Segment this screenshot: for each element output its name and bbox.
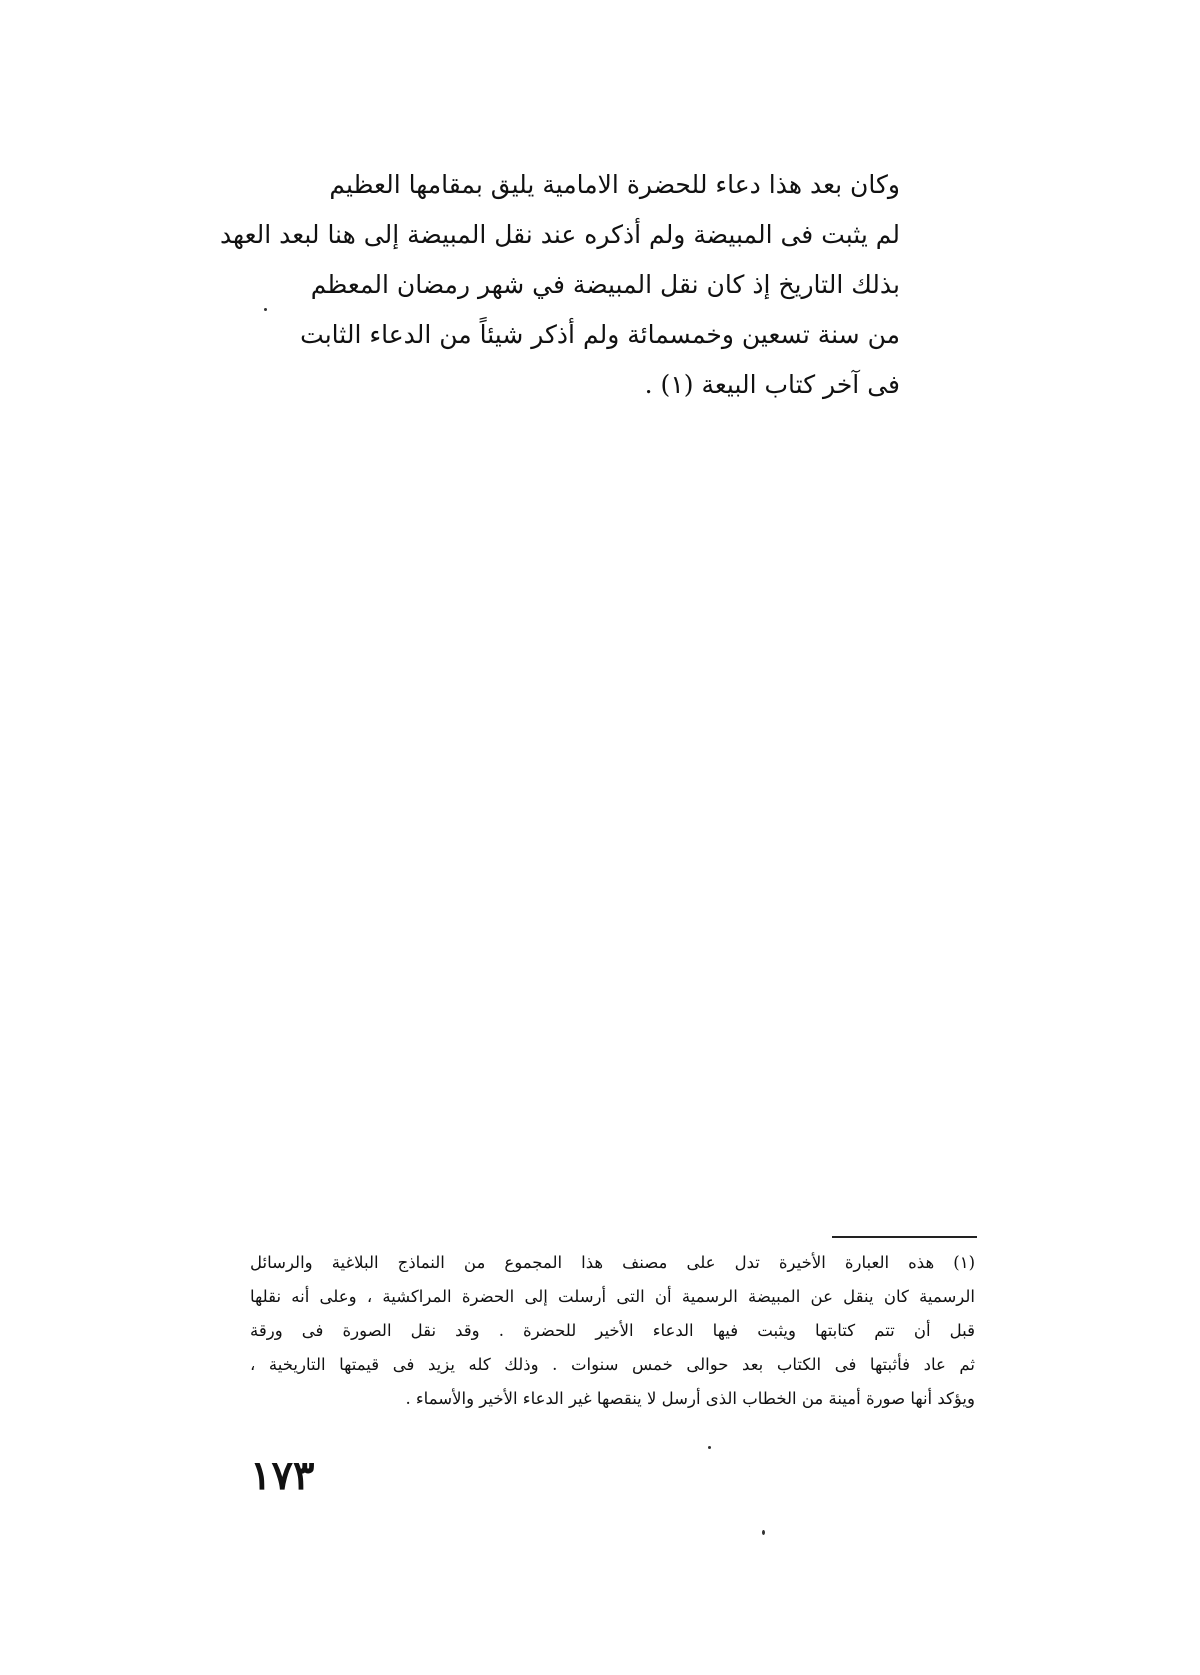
main-text-line: بذلك التاريخ إذ كان نقل المبيضة في شهر رمضان المعظم xyxy=(310,270,900,299)
scan-speck xyxy=(762,1530,765,1535)
main-text-line: فى آخر كتاب البيعة (١) . xyxy=(644,370,900,399)
footnote-divider xyxy=(832,1236,977,1238)
main-text-line: وكان بعد هذا دعاء للحضرة الامامية يليق بمقامها العظيم xyxy=(329,170,900,199)
main-text-line: من سنة تسعين وخمسمائة ولم أذكر شيئاً من الدعاء الثابت xyxy=(300,320,900,349)
footnote-line: قبل أن تتم كتابتها ويثبت فيها الدعاء الأخير للحضرة . وقد نقل الصورة فى ورقة xyxy=(250,1321,975,1340)
footnote-line: ويؤكد أنها صورة أمينة من الخطاب الذى أرسل لا ينقصها غير الدعاء الأخير والأسماء . xyxy=(405,1389,975,1408)
scan-speck xyxy=(264,308,267,311)
footnote-line: الرسمية كان ينقل عن المبيضة الرسمية أن التى أرسلت إلى الحضرة المراكشية ، وعلى أنه نقلها xyxy=(250,1287,975,1306)
scan-speck xyxy=(708,1446,711,1449)
main-text-block xyxy=(219,160,900,410)
footnote-block xyxy=(250,1246,975,1416)
footnote-line: ثم عاد فأثبتها فى الكتاب بعد حوالى خمس سنوات . وذلك كله يزيد فى قيمتها التاريخية ، xyxy=(250,1355,975,1374)
footnote-line: (١) هذه العبارة الأخيرة تدل على مصنف هذا المجموع من النماذج البلاغية والرسائل xyxy=(250,1253,975,1272)
main-text-line: لم يثبت فى المبيضة ولم أذكره عند نقل المبيضة إلى هنا لبعد العهد xyxy=(219,220,900,249)
page-number: ١٧٣ xyxy=(250,1452,315,1499)
